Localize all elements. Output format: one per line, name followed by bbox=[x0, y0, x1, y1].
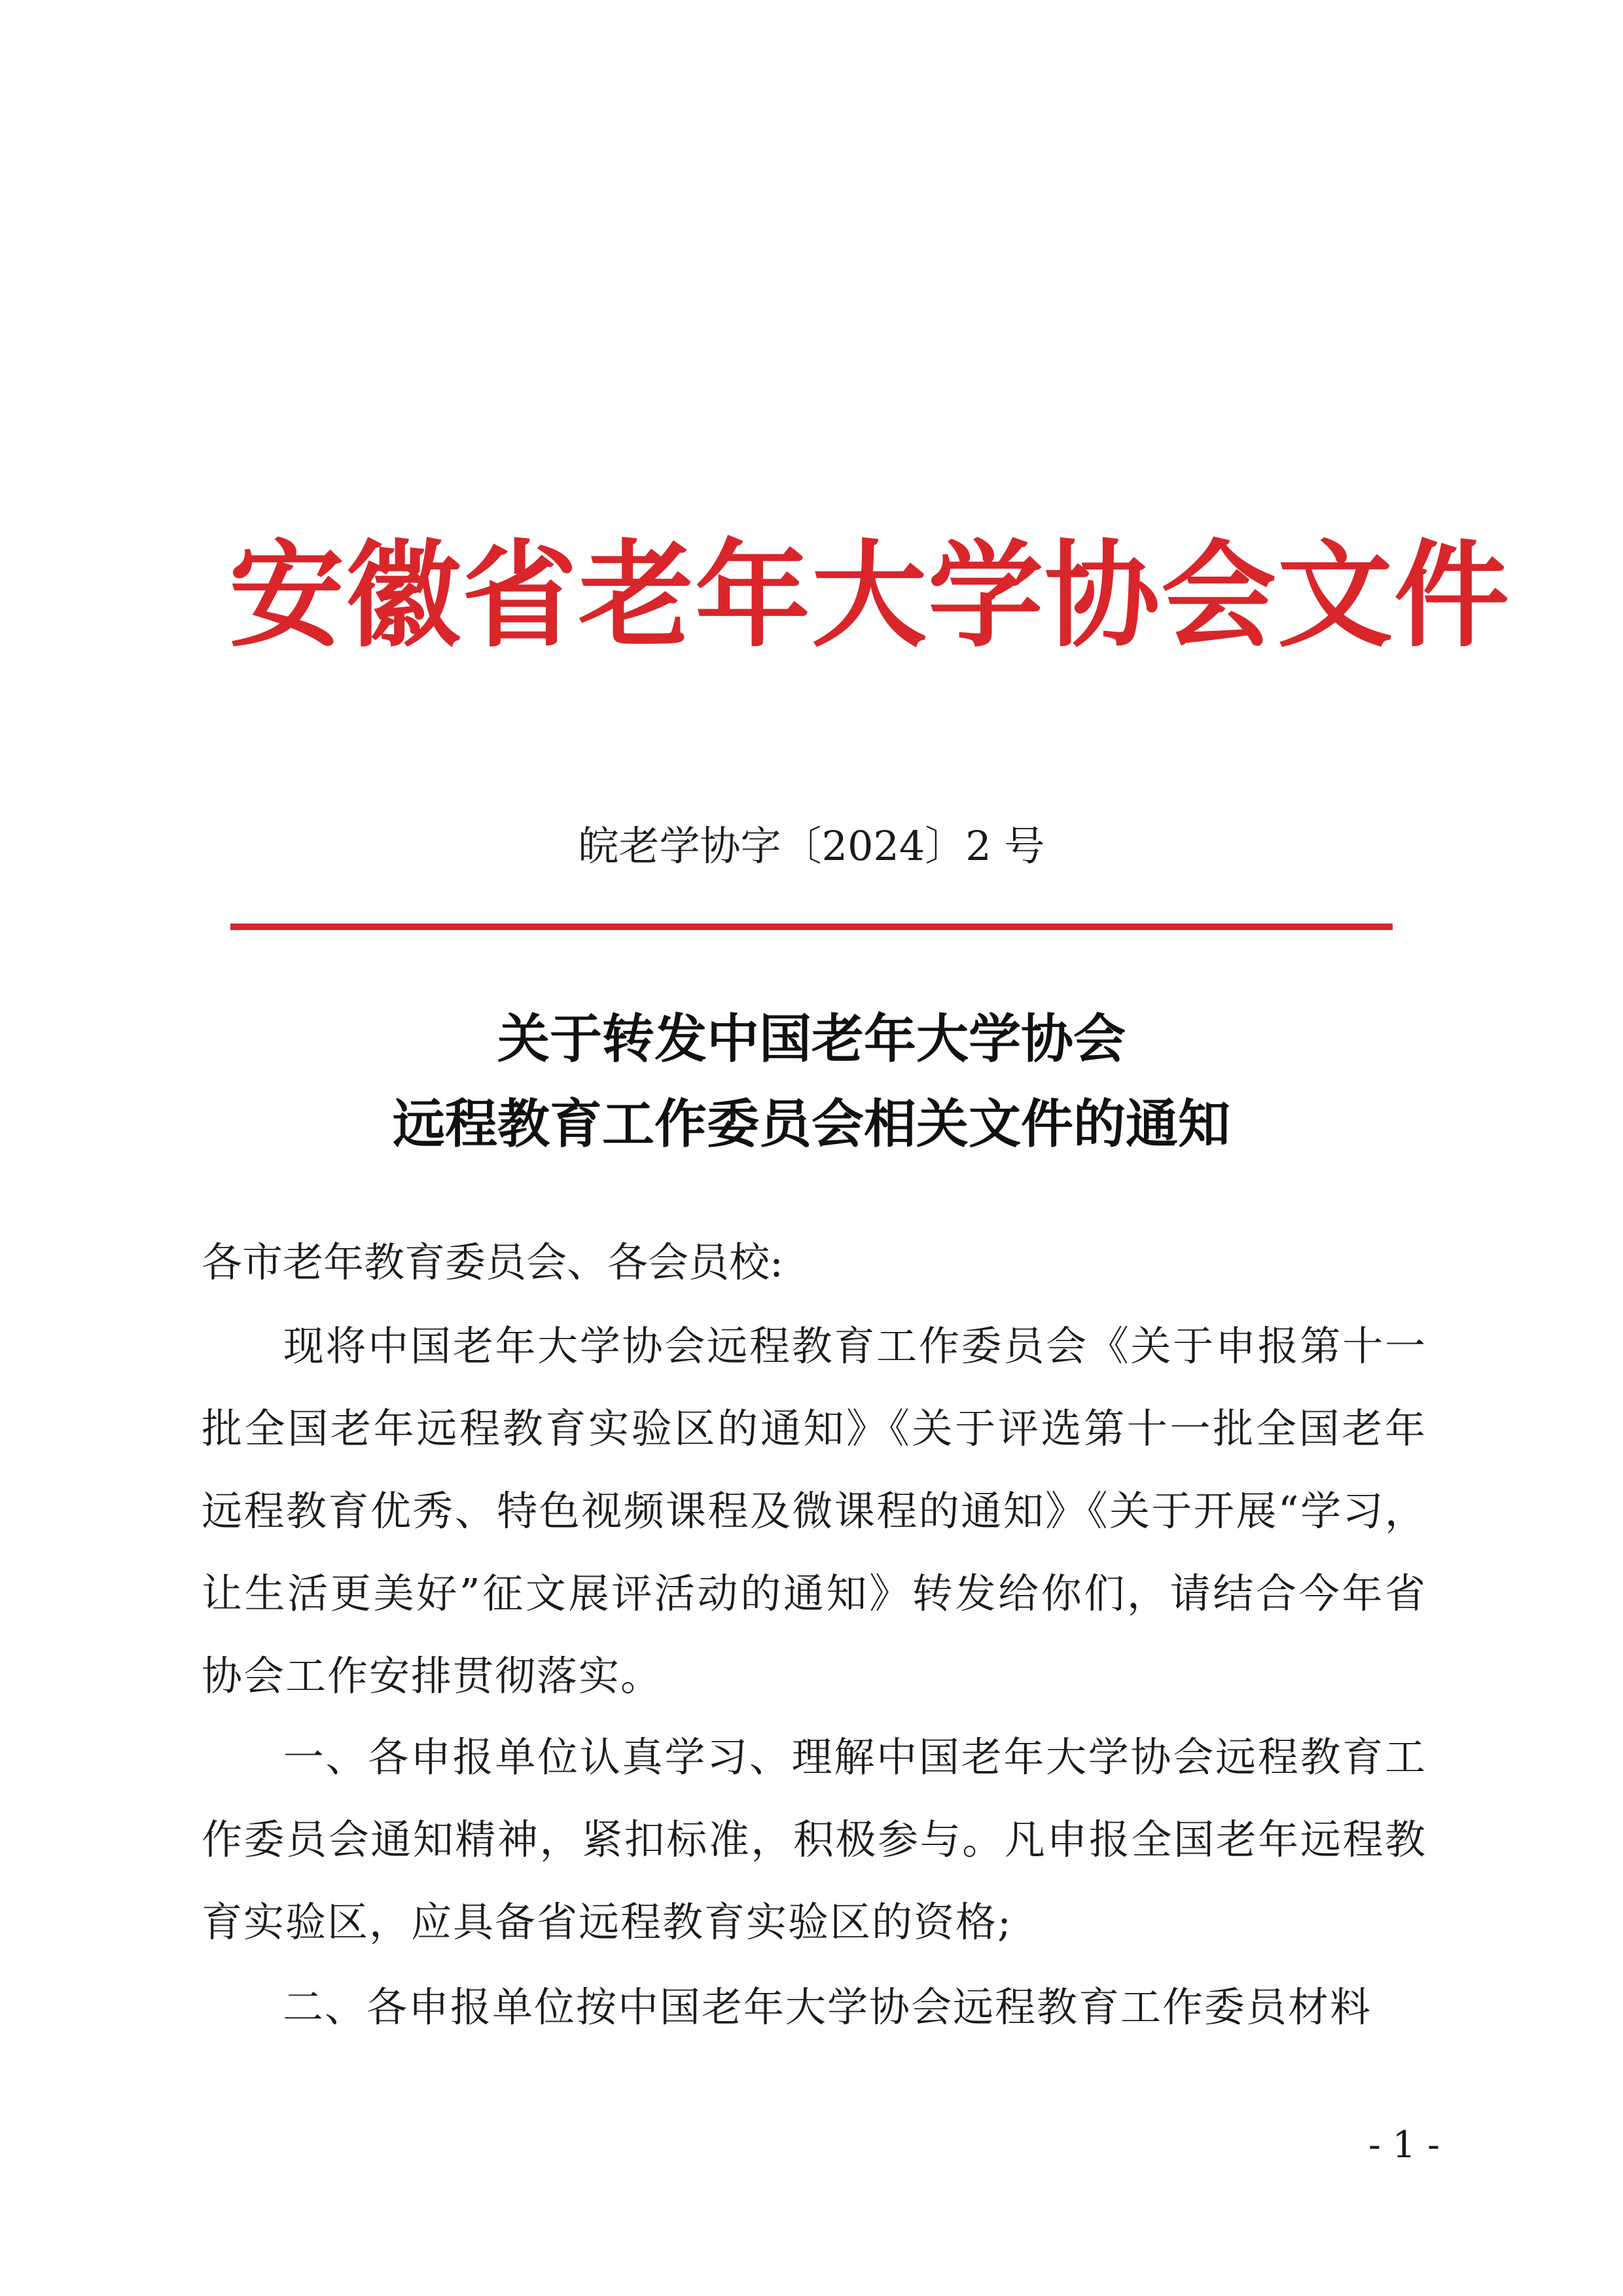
paragraph-text: 一、各申报单位认真学习、理解中国老年大学协会远程教育工作委员会通知精神，紧扣标准，积极参与。凡申报全国老年远程教育实验区，应具备省远程教育实验区的资格; bbox=[202, 1733, 1427, 1946]
paragraph-text: 二、各申报单位按中国老年大学协会远程教育工作委员材料 bbox=[283, 1983, 1372, 2031]
body-paragraph bbox=[202, 1966, 1427, 2049]
salutation: 各市老年教育委员会、各会员校: bbox=[202, 1238, 783, 1286]
paragraph-text: 现将中国老年大学协会远程教育工作委员会《关于申报第十一批全国老年远程教育实验区的通知》《关于评选第十一批全国老年远程教育优秀、特色视频课程及微课程的通知》《关于开展“学习，让生活更美好”征文展评活动的通知》转发给你们，请结合今年省协会工作安排贯彻落实。 bbox=[202, 1322, 1427, 1700]
page-number: - 1 - bbox=[1368, 2124, 1440, 2166]
document-title-line-1: 关于转发中国老年大学协会 bbox=[497, 1008, 1126, 1069]
document-title-line-2: 远程教育工作委员会相关文件的通知 bbox=[393, 1093, 1230, 1155]
document-number: 皖老学协字〔2024〕2 号 bbox=[578, 822, 1045, 870]
issuing-authority-header: 安徽省老年大学协会文件 bbox=[229, 528, 1511, 663]
body-paragraph bbox=[202, 1716, 1427, 1964]
red-separator-line bbox=[230, 924, 1393, 930]
body-paragraph bbox=[202, 1305, 1427, 1717]
